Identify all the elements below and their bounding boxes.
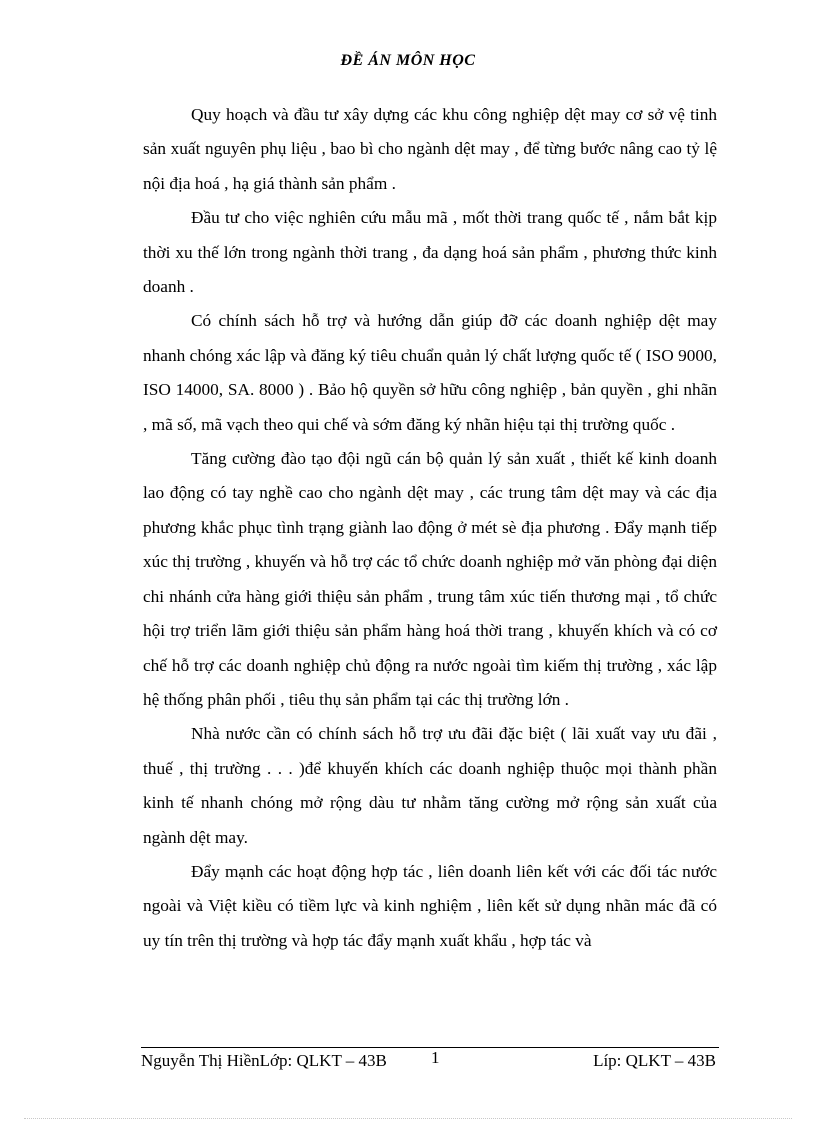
page-footer <box>141 1048 719 1073</box>
paragraph-6: Đẩy mạnh các hoạt động hợp tác , liên doanh liên kết với các đối tác nước ngoài và Việt kiều có tiềm lực và kinh nghiệm , liên kết sử dụng nhãn mác đã có uy tín trên thị trường và hợp tác đẩy mạnh xuất khẩu , hợp tác và <box>143 861 717 950</box>
paragraph-4: Tăng cường đào tạo đội ngũ cán bộ quản lý sản xuất , thiết kế kinh doanh lao động có tay nghề cao cho ngành dệt may , các trung tâm dệt may và các địa phương khắc phục tình trạng giành lao động ở mét sè địa phương . Đẩy mạnh tiếp xúc thị trường , khuyến và hỗ trợ các tổ chức doanh nghiệp mở văn phòng đại diện chi nhánh cửa hàng giới thiệu sản phẩm , trung tâm xúc tiến thương mại , tổ chức hội trợ triển lãm giới thiệu sản phẩm hàng hoá thời trang , khuyến khích và có cơ chế hỗ trợ các doanh nghiệp chủ động ra nước ngoài tìm kiếm thị trường , xác lập hệ thống phân phối , tiêu thụ sản phẩm tại các thị trường lớn . <box>143 449 717 709</box>
footer-author: Nguyễn Thị HiềnLớp: QLKT – 43B <box>141 1051 387 1070</box>
paragraph-1: Quy hoạch và đầu tư xây dựng các khu công nghiệp dệt may cơ sở vệ tinh sản xuất nguyên phụ liệu , bao bì cho ngành dệt may , để từng bước nâng cao tỷ lệ nội địa hoá , hạ giá thành sản phẩm . <box>143 105 717 193</box>
footer-divider <box>141 1047 719 1048</box>
page-header-title: ĐỀ ÁN MÔN HỌC <box>340 52 476 69</box>
page-number: 1 <box>431 1048 440 1067</box>
paragraph-2: Đầu tư cho việc nghiên cứu mẫu mã , mốt thời trang quốc tế , nắm bắt kịp thời xu thế lớn trong ngành thời trang , đa dạng hoá sản phẩm , phương thức kinh doanh . <box>143 208 717 297</box>
document-body <box>143 98 717 958</box>
paragraph-3: Có chính sách hỗ trợ và hướng dẫn giúp đỡ các doanh nghiệp dệt may nhanh chóng xác lập và đăng ký tiêu chuẩn quản lý chất lượng quốc tế ( ISO 9000, ISO 14000, SA. 8000 ) . Bảo hộ quyền sở hữu công nghiệp , bản quyền , ghi nhãn , mã số, mã vạch theo qui chế và sớm đăng ký nhãn hiệu tại thị trường quốc . <box>143 311 717 434</box>
footer-class: Líp: QLKT – 43B <box>593 1051 716 1070</box>
paragraph-5: Nhà nước cần có chính sách hỗ trợ ưu đãi đặc biệt ( lãi xuất vay ưu đãi , thuế , thị trường . . . )để khuyến khích các doanh nghiệp thuộc mọi thành phần kinh tế nhanh chóng mở rộng dàu tư nhằm tăng cường mở rộng sản xuất của ngành dệt may. <box>143 724 717 847</box>
page-bottom-dotted-line <box>24 1118 792 1119</box>
